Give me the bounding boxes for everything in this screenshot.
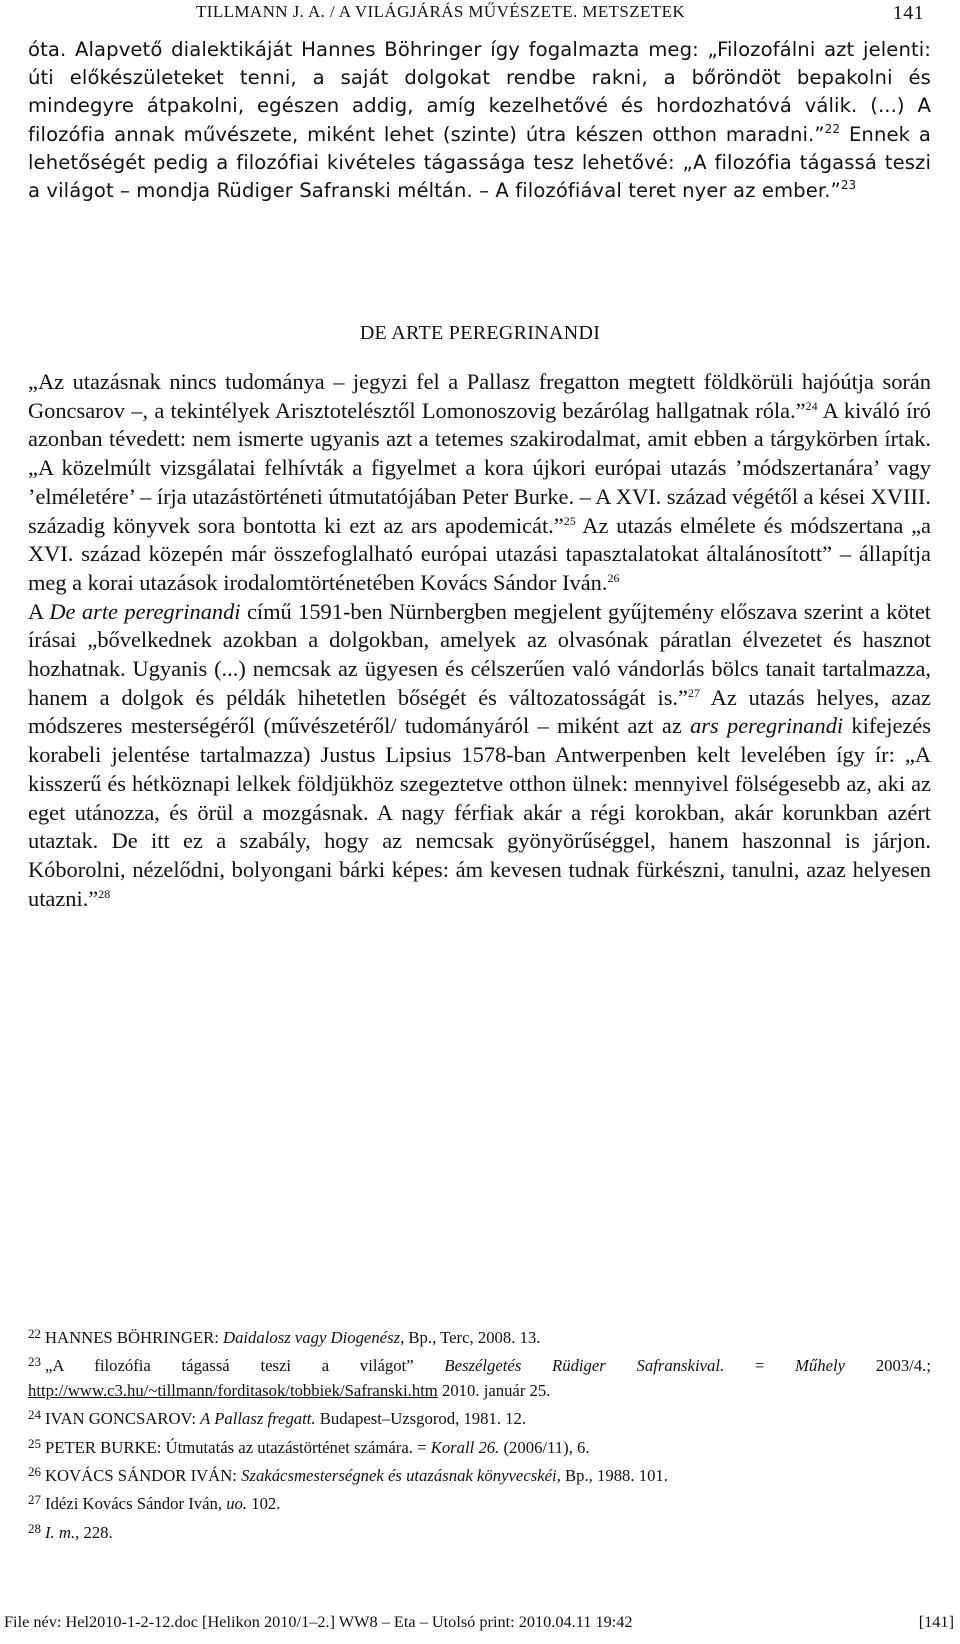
footnote-journal: Korall 26.: [430, 1437, 500, 1457]
footnote-author: KOVÁCS SÁNDOR IVÁN:: [45, 1466, 237, 1486]
footer-page-number: [141]: [918, 1612, 954, 1631]
body-sentence-3: Az utazás elmélete és módszertana „a XVI. század közepén már összefoglalható európai utazási tapasztalatokat általánosított” – állapítja meg a korai utazások irodalomtörténetében Kovács Sándor Iván.: [28, 512, 931, 595]
footnote-ref-23[interactable]: 23: [840, 178, 857, 193]
footnote-number: 25: [28, 1435, 41, 1451]
footnote-ref-28[interactable]: 28: [98, 886, 111, 901]
intro-text-b: Ennek a lehetőségét pedig a filozófiai kivételes tágassága tesz lehetővé: „A filozófia tágassá teszi a világot – mondja Rüdiger Safranski méltán. – A filozófiával teret nyer az ember.”: [28, 122, 931, 203]
footnote-ref-26[interactable]: 26: [607, 570, 620, 585]
footnote-link[interactable]: http://www.c3.hu/~tillmann/forditasok/tobbiek/Safranski.htm: [28, 1380, 438, 1400]
footnote-ref-27[interactable]: 27: [687, 685, 700, 700]
footnote-27: [28, 1488, 931, 1516]
footnote-rest: (2006/11), 6.: [499, 1437, 590, 1457]
body-sentence-2: A kiváló író azonban tévedett: nem ismerte ugyanis azt a tetemes szakirodalmat, amit ebben a tárgykörben írtak. „A közelmúlt vizsgálatai felhívták a figyelmet a kora újkori európai utazás ’módszertanára’ vagy ’elméletére’ – írja utazástörténeti útmutatójában Peter Burke. – A XVI. század végétől a kései XVIII. századig könyvek sora bontotta ki ezt az ars apodemicát.”: [28, 397, 931, 538]
footnote-mid: =: [724, 1356, 796, 1376]
footnote-24: [28, 1403, 931, 1431]
footnote-22: [28, 1322, 931, 1350]
footnote-number: 24: [28, 1407, 41, 1423]
footnote-ref-24[interactable]: 24: [805, 398, 818, 413]
body-sentence-5b: kifejezés korabeli jelentése tartalmazza) Justus Lipsius 1578-ban Antwerpenben kelt levelében így ír: „A kisszerű és hétköznapi lelkek földjükhöz szegeztetve otthon ülnek: mennyivel fölségesebb az, aki az eget utánozza, és örül a mozgásnak. A nagy férfiak akár a régi korokban, akár korunkban azért utaztak. De itt ez a szabály, hogy az nemcsak gyönyörűséggel, hanem haszonnal is járjon. Kóborolni, nézelődni, bolyongani bárki képes: ám kevesen tudnak fürkészni, tanulni, azaz helyesen utazni.”: [28, 713, 931, 911]
running-title: TILLMANN J. A. / A VILÁGJÁRÁS MŰVÉSZETE. METSZETEK: [196, 2, 686, 21]
page-number: 141: [892, 2, 924, 24]
body-sentence-4a: A: [28, 598, 50, 624]
footnote-rest: , 228.: [75, 1522, 113, 1542]
footnote-26: [28, 1460, 931, 1488]
footnote-rest: Budapest–Uzsgorod, 1981. 12.: [315, 1409, 527, 1429]
footnote-author: IVAN GONCSAROV:: [45, 1409, 196, 1429]
file-info: File név: Hel2010-1-2-12.doc [Helikon 2010/1–2.] WW8 – Eta – Utolsó print: 2010.04.11 19:42: [4, 1612, 633, 1631]
footnote-journal: Műhely: [795, 1356, 846, 1376]
footnote-title: Szakácsmesterségnek és utazásnak könyvecskéi: [241, 1466, 557, 1486]
latin-term: ars peregrinandi: [690, 713, 844, 739]
body-sentence-1: „Az utazásnak nincs tudománya – jegyzi fel a Pallasz fregatton megtett földkörüli hajóútja során Goncsarov –, a tekintélyek Arisztotelésztől Lomonoszovig bezárólag hallgatnak róla.”: [28, 369, 931, 423]
running-header: [28, 2, 930, 32]
footnote-plain: Idézi Kovács Sándor Iván,: [45, 1494, 227, 1514]
footnote-rest: 2003/4.;: [845, 1356, 931, 1376]
footnote-author: HANNES BÖHRINGER:: [45, 1328, 219, 1347]
footnote-title: uo.: [226, 1494, 248, 1514]
footnote-number: 23: [28, 1354, 41, 1370]
footnote-rest: , Bp., 1988. 101.: [556, 1466, 668, 1486]
footnote-plain: Útmutatás az utazástörténet számára. =: [161, 1437, 431, 1457]
footnotes: [28, 1322, 931, 1545]
footnote-25: [28, 1432, 931, 1460]
footnote-number: 22: [28, 1326, 41, 1341]
footnote-quote: „A filozófia tágassá teszi a világot”: [45, 1356, 414, 1376]
footnote-number: 26: [28, 1464, 41, 1480]
footnote-author: PETER BURKE:: [45, 1437, 162, 1457]
body-sentence-4b: című 1591-ben Nürnbergben megjelent gyűjtemény előszava szerint a kötet írásai „bővelkednek azokban a dolgokban, amelyek az olvasónak páratlan élvezetet és hasznot hozhatnak. Ugyanis (...) nemcsak az ügyesen és célszerűen való vándorlás bölcs tanait tartalmazza, hanem a dolgok és példák hihetetlen bőségét és változatosságát is.”: [28, 598, 931, 710]
footnote-title: I. m.: [45, 1522, 76, 1542]
body-sentence-5a: Az utazás helyes, azaz módszeres mesterségéről (művészetéről/ tudományáról – miként azt az: [28, 684, 931, 739]
footnote-title: A Pallasz fregatt.: [200, 1409, 316, 1429]
section-heading-text: DE ARTE PEREGRINANDI: [359, 322, 601, 344]
footnote-28: [28, 1517, 931, 1545]
footnote-rest: , Bp., Terc, 2008. 13.: [400, 1328, 541, 1347]
body-paragraph: [28, 368, 931, 913]
intro-text-a: óta. Alapvető dialektikáját Hannes Böhringer így fogalmazta meg: „Filozofálni azt jelenti: úti előkészületeket tenni, a saját dolgokat rendbe rakni, a bőröndöt bepakolni és mindegyre átpakolni, egészen addig, amíg kezelhetővé és hordozhatóvá válik. (...) A filozófia annak művészete, miként lehet (szinte) útra készen otthon maradni.”: [28, 38, 931, 146]
footnote-date: 2010. január 25.: [437, 1380, 551, 1400]
footnote-number: 28: [28, 1520, 41, 1536]
book-title: De arte peregrinandi: [49, 598, 241, 624]
intro-paragraph: [28, 36, 931, 205]
footnote-rest: 102.: [247, 1494, 281, 1514]
footnote-ref-25[interactable]: 25: [563, 513, 576, 528]
footnote-ref-22[interactable]: 22: [824, 121, 841, 136]
footnote-title: Daidalosz vagy Diogenész: [223, 1328, 401, 1347]
footnote-title: Beszélgetés Rüdiger Safranskival.: [444, 1356, 725, 1376]
footnote-23: [28, 1350, 931, 1403]
footnote-number: 27: [28, 1492, 41, 1508]
section-heading: [0, 322, 960, 345]
